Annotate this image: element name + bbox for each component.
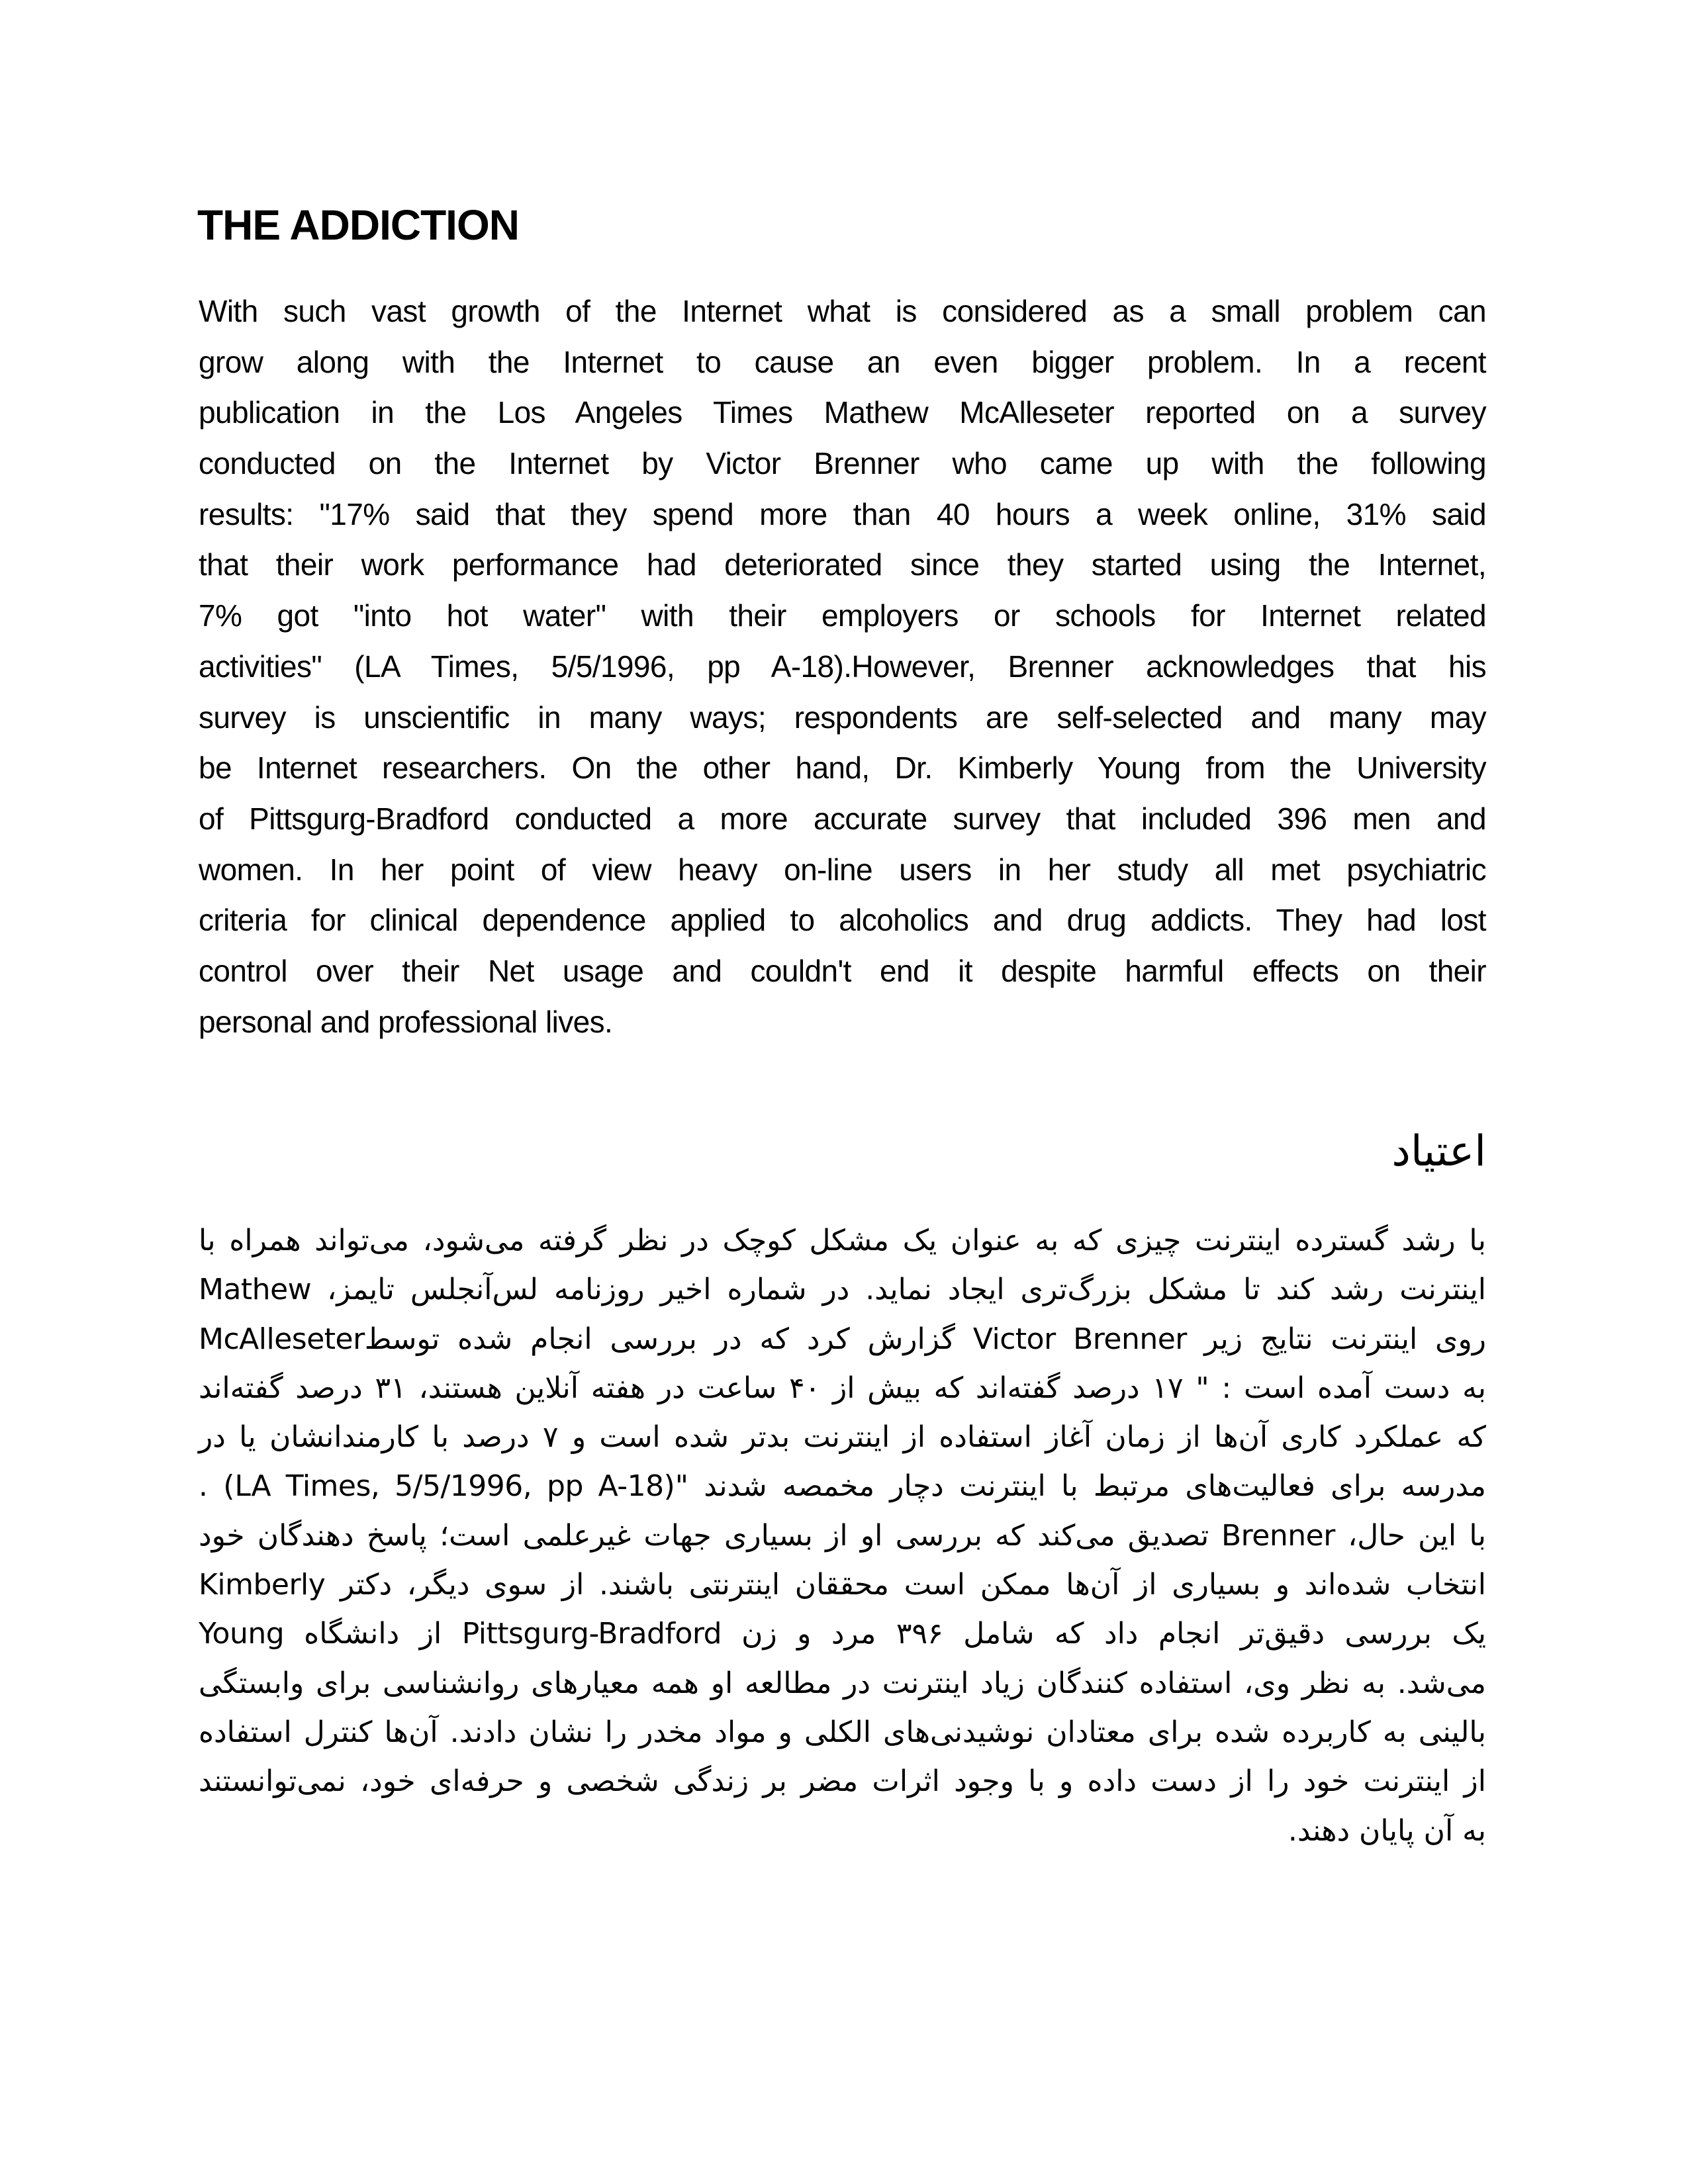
english-line: be Internet researchers. On the other hand, Dr. Kimberly Young from the University: [199, 751, 1486, 786]
persian-line: Young از دانشگاه Pittsgurg-Bradford یک بررسی دقیق‌تر انجام داد که شامل ۳۹۶ مرد و زن: [199, 1617, 1486, 1651]
persian-paragraph: [199, 1216, 1486, 1856]
persian-line: مدرسه برای فعالیت‌های مرتبط با اینترنت دچار مخمصه شدند "(LA Times, 5/5/1996, pp A-18) .: [199, 1469, 1487, 1504]
english-line: grow along with the Internet to cause an even bigger problem. In a recent: [199, 344, 1486, 379]
persian-line: که عملکرد کاری آن‌ها از زمان آغاز استفاده از اینترنت بدتر شده است و ۷ درصد با کارمندانشان یا در: [199, 1420, 1486, 1455]
english-line: that their work performance had deteriorated since they started using the Internet,: [199, 547, 1486, 582]
english-line: activities" (LA Times, 5/5/1996, pp A-18).However, Brenner acknowledges that his: [199, 649, 1486, 684]
english-line: conducted on the Internet by Victor Brenner who came up with the following: [199, 446, 1486, 481]
english-paragraph: [199, 286, 1486, 1047]
english-line: survey is unscientific in many ways; respondents are self-selected and many may: [199, 700, 1486, 735]
english-line: personal and professional lives.: [199, 1004, 613, 1039]
persian-line: با رشد گسترده اینترنت چیزی که به عنوان یک مشکل کوچک در نظر گرفته می‌شود، می‌تواند همراه با: [199, 1224, 1486, 1257]
persian-heading: اعتیاد: [1391, 1127, 1486, 1176]
persian-line: با این حال، Brenner تصدیق می‌کند که بررسی او از بسیاری جهات غیرعلمی است؛ پاسخ دهندگان خود: [199, 1518, 1487, 1553]
english-line: of Pittsgurg-Bradford conducted a more accurate survey that included 396 men and: [199, 801, 1486, 836]
persian-line: بالینی به کاربرده شده برای معتادان نوشیدنی‌های الکلی و مواد مخدر را نشان دادند. آن‌ها کنترل استفاده: [199, 1715, 1486, 1749]
english-line: women. In her point of view heavy on-line users in her study all met psychiatric: [199, 852, 1486, 887]
english-line: control over their Net usage and couldn't end it despite harmful effects on their: [199, 953, 1486, 988]
persian-line: می‌شد. به نظر وی، استفاده کنندگان زیاد اینترنت در مطالعه او همه معیارهای روانشناسی برای وابستگی: [199, 1666, 1486, 1700]
persian-line: اینترنت رشد کند تا مشکل بزرگ‌تری ایجاد نماید. در شماره اخیر روزنامه لس‌آنجلس تایمز، Mathew: [199, 1273, 1486, 1307]
english-line: With such vast growth of the Internet what is considered as a small problem can: [199, 294, 1486, 328]
english-line: results: "17% said that they spend more than 40 hours a week online, 31% said: [199, 496, 1486, 531]
persian-line: انتخاب شده‌اند و بسیاری از آن‌ها ممکن است محققان اینترنتی باشند. از سوی دیگر، دکتر Kimberly: [199, 1568, 1486, 1602]
english-line: 7% got "into hot water" with their employers or schools for Internet related: [199, 598, 1486, 633]
persian-line: McAlleseterگزارش کرد که در بررسی انجام شده توسط Victor Brenner روی اینترنت نتایج زیر: [199, 1322, 1486, 1356]
persian-line: از اینترنت خود را از دست داده و با وجود اثرات مضر بر زندگی شخصی و حرفه‌ای خود، نمی‌توانستند: [199, 1764, 1486, 1799]
english-line: criteria for clinical dependence applied to alcoholics and drug addicts. They had lost: [199, 903, 1486, 938]
english-heading: THE ADDICTION: [197, 201, 519, 249]
english-line: publication in the Los Angeles Times Mathew McAlleseter reported on a survey: [199, 395, 1486, 430]
persian-line: به آن پایان دهند.: [1288, 1813, 1486, 1848]
persian-line: به دست آمده است : " ۱۷ درصد گفته‌اند که بیش از ۴۰ ساعت در هفته آنلاین هستند، ۳۱ درصد گفته‌اند: [199, 1371, 1486, 1405]
